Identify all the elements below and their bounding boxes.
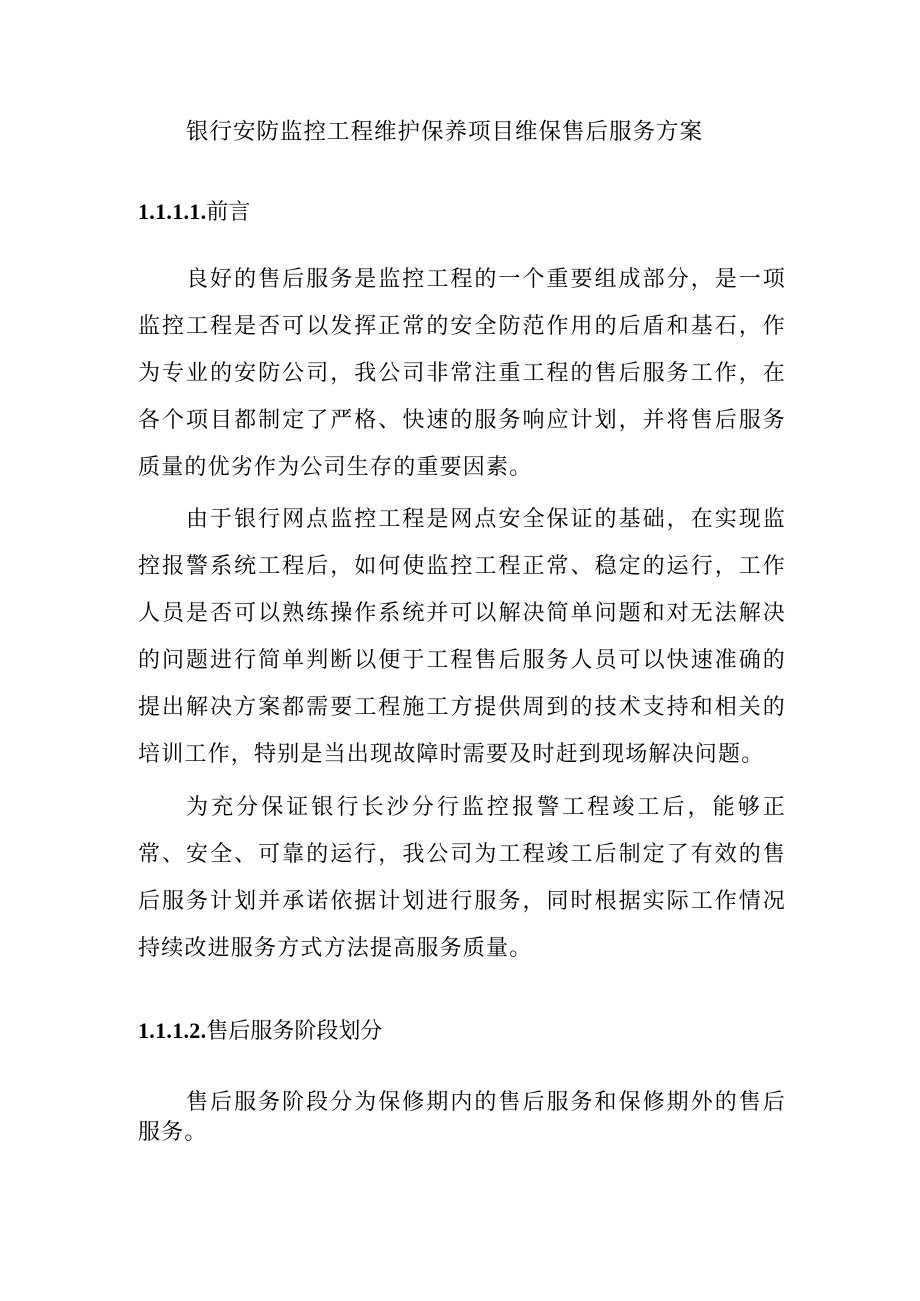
paragraph: 为充分保证银行长沙分行监控报警工程竣工后，能够正常、安全、可靠的运行，我公司为工程竣工后制定了有效的售后服务计划并承诺依据计划进行服务，同时根据实际工作情况持续改进服务方式方法提高服务质量。 [138, 795, 786, 961]
section-heading-phases [138, 1015, 778, 1048]
document-title: 银行安防监控工程维护保养项目维保售后服务方案 [186, 119, 704, 145]
paragraph: 良好的售后服务是监控工程的一个重要组成部分，是一项监控工程是否可以发挥正常的安全防范作用的后盾和基石，作为专业的安防公司，我公司非常注重工程的售后服务工作，在各个项目都制定了严格、快速的服务响应计划，并将售后服务质量的优劣作为公司生存的重要因素。 [138, 267, 786, 480]
paragraph: 由于银行网点监控工程是网点安全保证的基础，在实现监控报警系统工程后，如何使监控工程正常、稳定的运行，工作人员是否可以熟练操作系统并可以解决简单问题和对无法解决的问题进行简单判断以便于工程售后服务人员可以快速准确的提出解决方案都需要工程施工方提供周到的技术支持和相关的培训工作，特别是当出现故障时需要及时赶到现场解决问题。 [138, 507, 786, 767]
paragraph: 售后服务阶段分为保修期内的售后服务和保修期外的售后服务。 [138, 1090, 786, 1145]
section-number: 1.1.1.2. [138, 1018, 207, 1043]
section-title: 售后服务阶段划分 [206, 1019, 383, 1044]
section-heading-preface [138, 196, 778, 229]
section-title: 前言 [206, 200, 251, 225]
section-number: 1.1.1.1. [138, 199, 207, 224]
